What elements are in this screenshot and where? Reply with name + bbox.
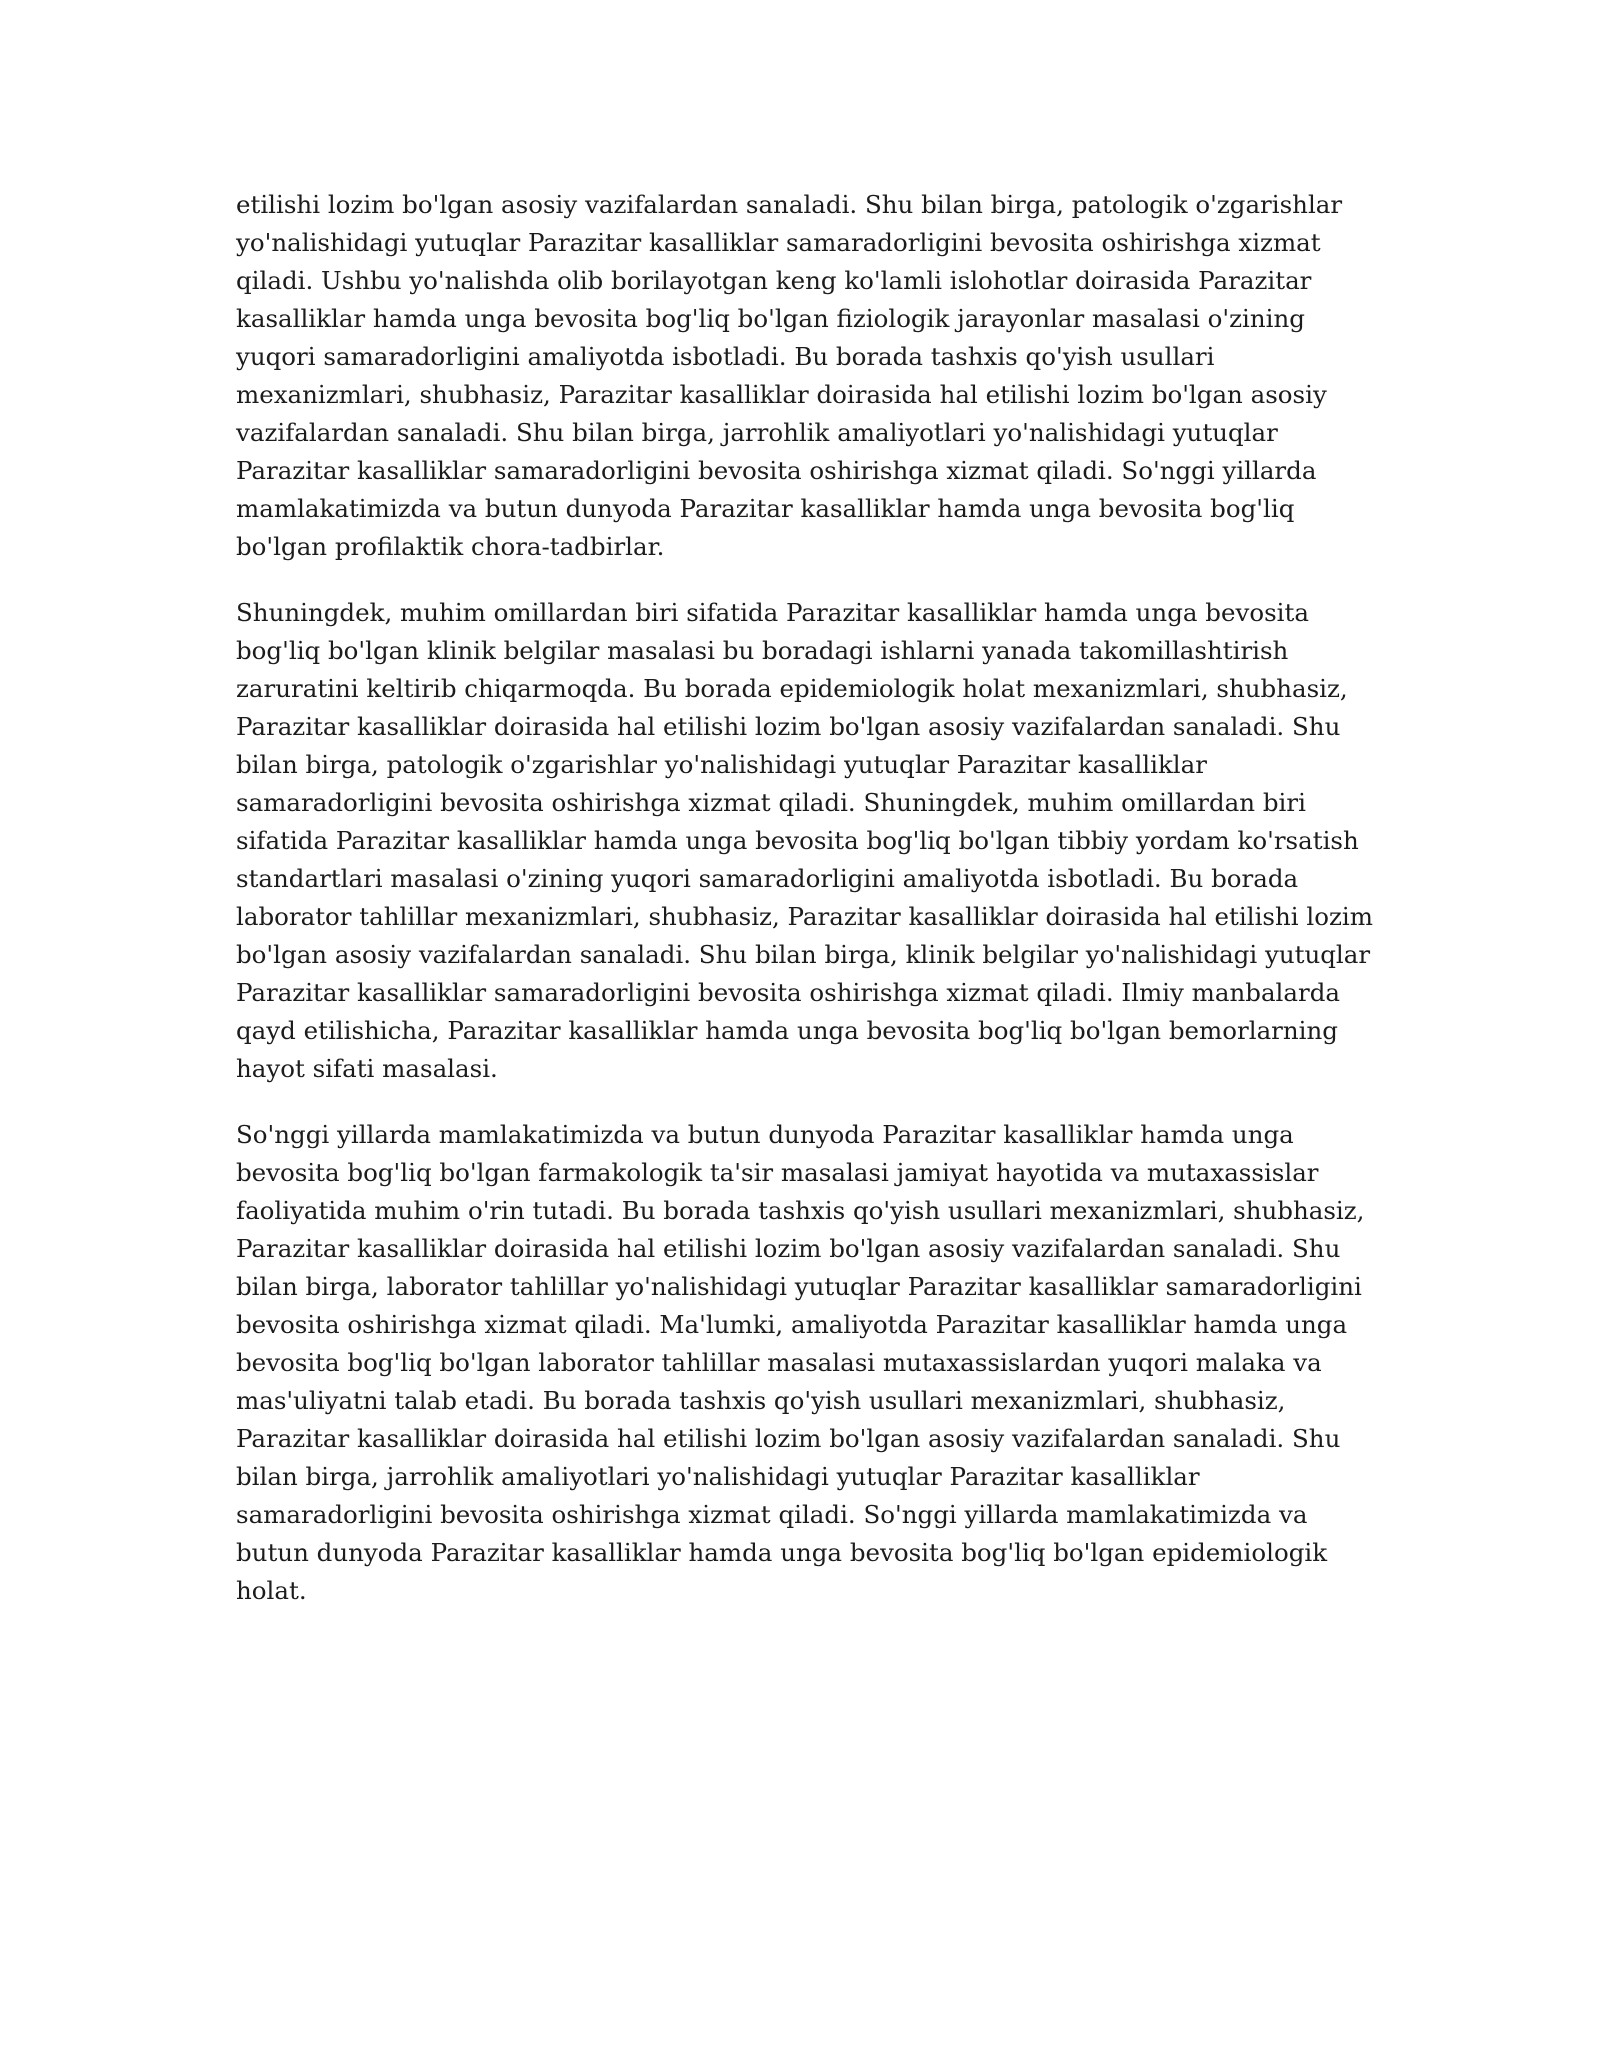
- body-text: [236, 186, 1376, 1638]
- paragraph-3: So'nggi yillarda mamlakatimizda va butun dunyoda Parazitar kasalliklar hamda unga bevosita bog'liq bo'lgan farmakologik ta'sir masalasi jamiyat hayotida va mutaxassislar faoliyatida muhim o'rin tutadi. Bu borada tashxis qo'yish usullari mexanizmlari, shubhasiz, Parazitar kasalliklar doirasida hal etilishi lozim bo'lgan asosiy vazifalardan sanaladi. Shu bilan birga, laborator tahlillar yo'nalishidagi yutuqlar Parazitar kasalliklar samaradorligini bevosita oshirishga xizmat qiladi. Ma'lumki, amaliyotda Parazitar kasalliklar hamda unga bevosita bog'liq bo'lgan laborator tahlillar masalasi mutaxassislardan yuqori malaka va mas'uliyatni talab etadi. Bu borada tashxis qo'yish usullari mexanizmlari, shubhasiz, Parazitar kasalliklar doirasida hal etilishi lozim bo'lgan asosiy vazifalardan sanaladi. Shu bilan birga, jarrohlik amaliyotlari yo'nalishidagi yutuqlar Parazitar kasalliklar samaradorligini bevosita oshirishga xizmat qiladi. So'nggi yillarda mamlakatimizda va butun dunyoda Parazitar kasalliklar hamda unga bevosita bog'liq bo'lgan epidemiologik holat.: [236, 1120, 1365, 1605]
- paragraph-1: etilishi lozim bo'lgan asosiy vazifalardan sanaladi. Shu bilan birga, patologik o'zgarishlar yo'nalishidagi yutuqlar Parazitar kasalliklar samaradorligini bevosita oshirishga xizmat qiladi. Ushbu yo'nalishda olib borilayotgan keng ko'lamli islohotlar doirasida Parazitar kasalliklar hamda unga bevosita bog'liq bo'lgan fiziologik jarayonlar masalasi o'zining yuqori samaradorligini amaliyotda isbotladi. Bu borada tashxis qo'yish usullari mexanizmlari, shubhasiz, Parazitar kasalliklar doirasida hal etilishi lozim bo'lgan asosiy vazifalardan sanaladi. Shu bilan birga, jarrohlik amaliyotlari yo'nalishidagi yutuqlar Parazitar kasalliklar samaradorligini bevosita oshirishga xizmat qiladi. So'nggi yillarda mamlakatimizda va butun dunyoda Parazitar kasalliklar hamda unga bevosita bog'liq bo'lgan profilaktik chora-tadbirlar.: [236, 190, 1343, 561]
- paragraph-2: Shuningdek, muhim omillardan biri sifatida Parazitar kasalliklar hamda unga bevosita bog'liq bo'lgan klinik belgilar masalasi bu boradagi ishlarni yanada takomillashtirish zaruratini keltirib chiqarmoqda. Bu borada epidemiologik holat mexanizmlari, shubhasiz, Parazitar kasalliklar doirasida hal etilishi lozim bo'lgan asosiy vazifalardan sanaladi. Shu bilan birga, patologik o'zgarishlar yo'nalishidagi yutuqlar Parazitar kasalliklar samaradorligini bevosita oshirishga xizmat qiladi. Shuningdek, muhim omillardan biri sifatida Parazitar kasalliklar hamda unga bevosita bog'liq bo'lgan tibbiy yordam ko'rsatish standartlari masalasi o'zining yuqori samaradorligini amaliyotda isbotladi. Bu borada laborator tahlillar mexanizmlari, shubhasiz, Parazitar kasalliklar doirasida hal etilishi lozim bo'lgan asosiy vazifalardan sanaladi. Shu bilan birga, klinik belgilar yo'nalishidagi yutuqlar Parazitar kasalliklar samaradorligini bevosita oshirishga xizmat qiladi. Ilmiy manbalarda qayd etilishicha, Parazitar kasalliklar hamda unga bevosita bog'liq bo'lgan bemorlarning hayot sifati masalasi.: [236, 598, 1373, 1083]
